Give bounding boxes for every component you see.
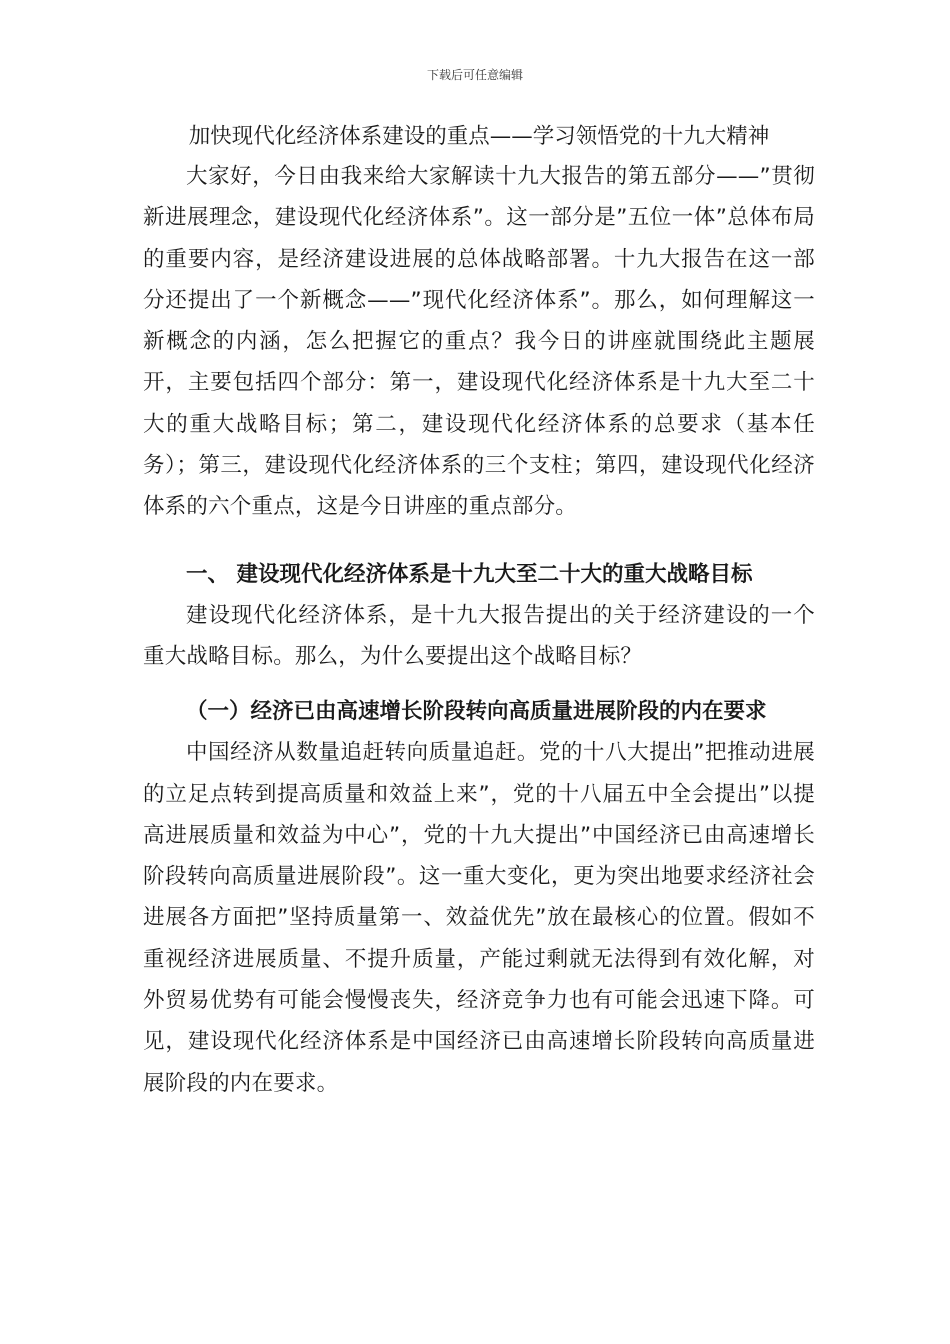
spacer xyxy=(143,677,815,691)
section-1-paragraph: 建设现代化经济体系，是十九大报告提出的关于经济建设的一个重大战略目标。那么，为什么要提出这个战略目标？ xyxy=(143,602,815,669)
document-body xyxy=(143,118,815,1104)
intro-paragraph: 大家好，今日由我来给大家解读十九大报告的第五部分——”贯彻新进展理念，建设现代化经济体系”。这一部分是”五位一体”总体布局的重要内容，是经济建设进展的总体战略部署。十九大报告在这一部分还提出了一个新概念——”现代化经济体系”。那么，如何理解这一新概念的内涵，怎么把握它的重点？我今日的讲座就围绕此主题展开，主要包括四个部分：第一，建设现代化经济体系是十九大至二十大的重大战略目标；第二，建设现代化经济体系的总要求（基本任务）；第三，建设现代化经济体系的三个支柱；第四，建设现代化经济体系的六个重点，这是今日讲座的重点部分。 xyxy=(143,164,815,520)
spacer xyxy=(143,528,815,554)
header-note: 下载后可任意编辑 xyxy=(426,68,523,82)
section-1-heading: 一、 建设现代化经济体系是十九大至二十大的重大战略目标 xyxy=(186,561,753,587)
document-title: 加快现代化经济体系建设的重点——学习领悟党的十九大精神 xyxy=(188,124,770,149)
subsection-1-paragraph: 中国经济从数量追赶转向质量追赶。党的十八大提出”把推动进展的立足点转到提高质量和效益上来”，党的十八届五中全会提出”以提高进展质量和效益为中心”，党的十九大提出”中国经济已由高速增长阶段转向高质量进展阶段”。这一重大变化，更为突出地要求经济社会进展各方面把”坚持质量第一、效益优先”放在最核心的位置。假如不重视经济进展质量、不提升质量，产能过剩就无法得到有效化解，对外贸易优势有可能会慢慢丧失，经济竞争力也有可能会迅速下降。可见，建设现代化经济体系是中国经济已由高速增长阶段转向高质量进展阶段的内在要求。 xyxy=(143,740,815,1096)
subsection-1-heading: （一）经济已由高速增长阶段转向高质量进展阶段的内在要求 xyxy=(186,699,767,725)
